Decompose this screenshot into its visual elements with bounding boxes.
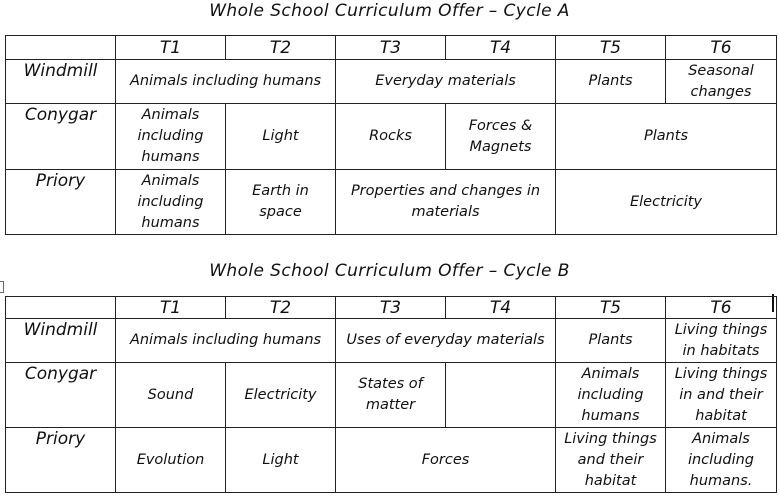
school-name-conygar: Conygar (6, 104, 116, 170)
topic-cell: Sound (116, 363, 226, 428)
cycle-a-title: Whole School Curriculum Offer – Cycle A (209, 1, 570, 21)
topic-cell: Animals including humans (116, 319, 336, 363)
conygar-row (6, 363, 777, 428)
term-header-t5: T5 (556, 36, 666, 60)
topic-cell: Animals including humans. (666, 428, 777, 493)
cycle-b-table (5, 296, 777, 493)
topic-cell: Living things and their habitat (556, 428, 666, 493)
term-header-t2: T2 (226, 297, 336, 319)
school-name-priory: Priory (6, 170, 116, 235)
topic-cell-empty (446, 363, 556, 428)
topic-cell: Rocks (336, 104, 446, 170)
topic-cell: States of matter (336, 363, 446, 428)
cycle-a-table (5, 35, 777, 235)
topic-cell: Forces & Magnets (446, 104, 556, 170)
term-header-t6: T6 (666, 36, 777, 60)
term-header-t6: T6 (666, 297, 777, 319)
topic-cell: Animals including humans (116, 170, 226, 235)
cycle-b-title: Whole School Curriculum Offer – Cycle B (209, 261, 570, 281)
topic-cell: Animals including humans (116, 60, 336, 104)
topic-cell: Seasonal changes (666, 60, 777, 104)
term-header-t1: T1 (116, 297, 226, 319)
term-header-t3: T3 (336, 36, 446, 60)
topic-cell: Uses of everyday materials (336, 319, 556, 363)
cycle-b-header-row (6, 297, 777, 319)
priory-row (6, 170, 777, 235)
conygar-row (6, 104, 777, 170)
school-name-windmill: Windmill (6, 60, 116, 104)
windmill-row (6, 60, 777, 104)
priory-row (6, 428, 777, 493)
term-header-t3: T3 (336, 297, 446, 319)
topic-cell: Electricity (226, 363, 336, 428)
topic-cell: Forces (336, 428, 556, 493)
topic-cell: Everyday materials (336, 60, 556, 104)
term-header-t1: T1 (116, 36, 226, 60)
term-header-t5: T5 (556, 297, 666, 319)
topic-cell: Earth in space (226, 170, 336, 235)
school-name-priory: Priory (6, 428, 116, 493)
topic-cell: Living things in and their habitat (666, 363, 777, 428)
header-blank-cell (6, 36, 116, 60)
windmill-row (6, 319, 777, 363)
topic-cell: Light (226, 428, 336, 493)
topic-cell: Animals including humans (556, 363, 666, 428)
topic-cell: Electricity (556, 170, 777, 235)
topic-cell: Animals including humans (116, 104, 226, 170)
topic-cell: Plants (556, 104, 777, 170)
paragraph-marker (0, 281, 4, 293)
cycle-a-header-row (6, 36, 777, 60)
school-name-conygar: Conygar (6, 363, 116, 428)
topic-cell: Evolution (116, 428, 226, 493)
term-header-t4: T4 (446, 297, 556, 319)
topic-cell: Light (226, 104, 336, 170)
school-name-windmill: Windmill (6, 319, 116, 363)
term-header-t4: T4 (446, 36, 556, 60)
term-header-t2: T2 (226, 36, 336, 60)
topic-cell: Plants (556, 60, 666, 104)
header-blank-cell (6, 297, 116, 319)
topic-cell: Living things in habitats (666, 319, 777, 363)
topic-cell: Plants (556, 319, 666, 363)
topic-cell: Properties and changes in materials (336, 170, 556, 235)
